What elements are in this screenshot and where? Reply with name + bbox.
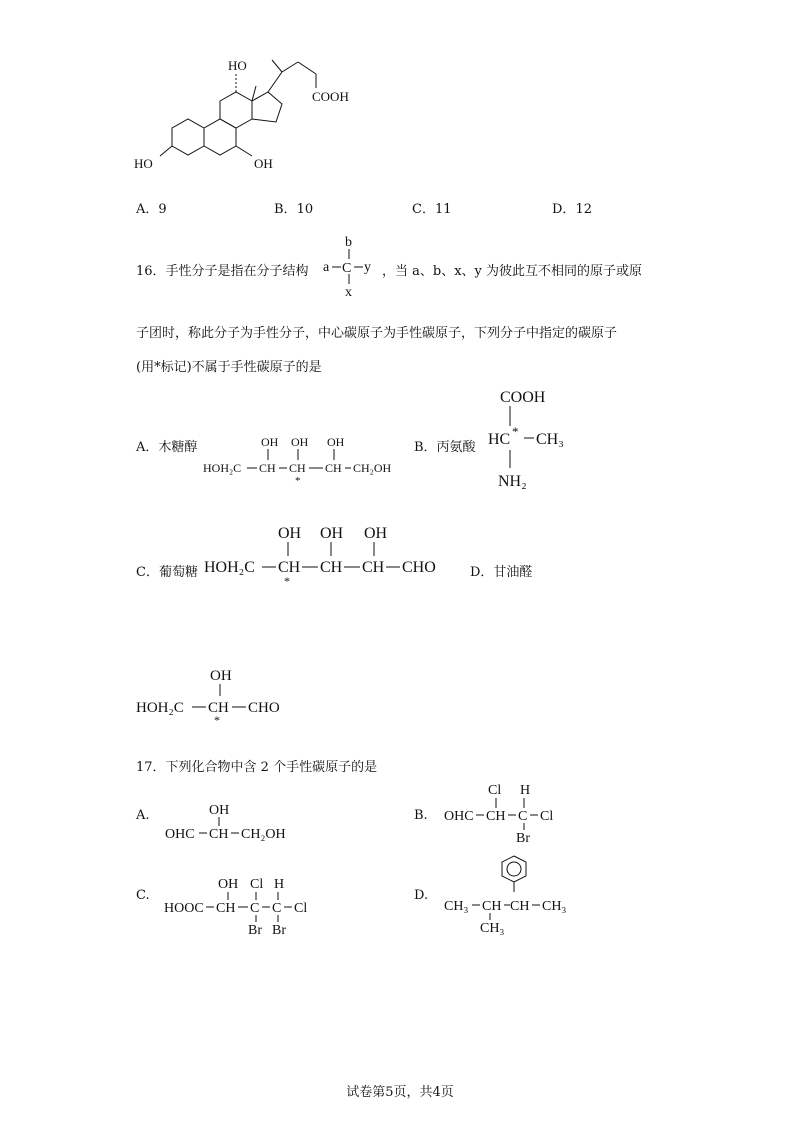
label-a: a xyxy=(323,260,330,275)
h-label: H xyxy=(274,877,285,892)
oh-label: OH xyxy=(209,803,230,818)
oh-left-label: HO xyxy=(134,156,153,171)
cl-label: Cl xyxy=(540,809,554,824)
q17-d-formula xyxy=(444,852,594,936)
ch-label: CH xyxy=(208,700,229,716)
oh-label: OH xyxy=(261,435,279,449)
cl-label: Cl xyxy=(250,877,264,892)
q17-option-b-letter[interactable]: B. xyxy=(414,808,428,823)
hoh2c-label: HOH₂C xyxy=(204,559,255,576)
glucose-formula xyxy=(204,522,444,586)
oh-label: OH xyxy=(291,435,309,449)
q16-option-a-label[interactable]: A．木糖醇 xyxy=(136,440,198,455)
nh2-label: NH₂ xyxy=(498,473,527,490)
q17-option-a-letter[interactable]: A. xyxy=(136,808,150,823)
oh-label: OH xyxy=(278,525,302,542)
q17-text: 下列化合物中含 2 个手性碳原子的是 xyxy=(165,760,378,775)
ch-label: CH xyxy=(325,461,342,475)
option-value: 12 xyxy=(575,202,592,217)
oh-label: OH xyxy=(210,668,232,684)
ch-label: CH xyxy=(289,461,306,475)
cooh-label: COOH xyxy=(312,89,349,104)
ch-label: CH xyxy=(362,559,385,576)
oh-label: OH xyxy=(218,877,239,892)
page-footer: 试卷第5页，共4页 xyxy=(346,1085,454,1100)
ohc-label: OHC xyxy=(165,827,195,842)
q15-option-b[interactable] xyxy=(274,198,313,217)
hc-label: HC xyxy=(488,431,511,448)
chiral-star: * xyxy=(512,424,519,439)
c-label: C xyxy=(250,901,260,916)
q16-option-d-label[interactable]: D．甘油醛 xyxy=(470,565,533,580)
q17-option-c-letter[interactable]: C. xyxy=(136,888,150,903)
chiral-star: * xyxy=(295,475,301,487)
steroid-structure xyxy=(120,50,380,180)
q16-option-b-label[interactable]: B．丙氨酸 xyxy=(414,440,476,455)
c-label: C xyxy=(518,809,528,824)
q16-text-after: ，当 a、b、x、y 为彼此互不相同的原子或原 xyxy=(382,264,643,279)
q17-c-formula xyxy=(164,874,334,938)
ch3-label: CH₃ xyxy=(542,899,567,914)
ch-label: CH xyxy=(259,461,276,475)
cooh-label: COOH xyxy=(500,389,546,406)
chiral-star: * xyxy=(214,713,220,727)
oh-top-label: HO xyxy=(228,58,247,73)
q17-a-formula xyxy=(165,800,305,844)
c-label: C xyxy=(272,901,282,916)
br-label: Br xyxy=(516,831,530,846)
q17-b-formula xyxy=(444,780,584,844)
cho-label: CHO xyxy=(402,559,436,576)
label-c: C xyxy=(342,261,352,276)
q15-option-a[interactable] xyxy=(136,198,167,217)
br-label: Br xyxy=(272,923,286,938)
option-letter: B． xyxy=(274,202,297,217)
ch-label: CH xyxy=(209,827,229,842)
q16-option-c-label[interactable]: C．葡萄糖 xyxy=(136,565,198,580)
label-x: x xyxy=(345,285,352,300)
ch-label: CH xyxy=(216,901,236,916)
chiral-general-structure xyxy=(320,234,380,298)
oh-label: OH xyxy=(320,525,344,542)
glyceraldehyde-formula xyxy=(136,664,296,727)
cl-label: Cl xyxy=(488,783,502,798)
ch2oh-label: CH₂OH xyxy=(241,827,286,842)
q17-option-d-letter[interactable]: D. xyxy=(414,888,429,903)
ch-label: CH xyxy=(510,899,530,914)
hoh2c-label: HOH₂C xyxy=(203,461,242,475)
br-label: Br xyxy=(248,923,262,938)
ohc-label: OHC xyxy=(444,809,474,824)
oh-label: OH xyxy=(364,525,388,542)
q16-line1 xyxy=(136,260,309,279)
ch3-label: CH₃ xyxy=(536,431,564,448)
option-letter: A． xyxy=(136,202,159,217)
xylitol-formula xyxy=(203,432,403,487)
ch-label: CH xyxy=(320,559,343,576)
hooc-label: HOOC xyxy=(164,901,204,916)
cl-label: Cl xyxy=(294,901,308,916)
cho-label: CHO xyxy=(248,700,280,716)
option-letter: C． xyxy=(412,202,435,217)
ch3-label: CH₃ xyxy=(480,921,505,936)
q17-line1 xyxy=(136,756,377,775)
ch3-label: CH₃ xyxy=(444,899,469,914)
q16-line3: (用*标记)不属于手性碳原子的是 xyxy=(136,360,322,375)
option-value: 11 xyxy=(434,202,452,217)
ch-label: CH xyxy=(482,899,502,914)
oh-bottom-label: OH xyxy=(254,156,273,171)
hoh2c-label: HOH₂C xyxy=(136,700,184,716)
chiral-star: * xyxy=(284,574,290,588)
ch-label: CH xyxy=(278,559,301,576)
q15-option-d[interactable] xyxy=(552,198,592,217)
ch2oh-label: CH₂OH xyxy=(353,461,392,475)
q16-line2: 子团时，称此分子为手性分子，中心碳原子为手性碳原子，下列分子中指定的碳原子 xyxy=(136,326,618,341)
question-number: 16． xyxy=(136,264,166,279)
label-y: y xyxy=(364,260,371,275)
q16-text-before: 手性分子是指在分子结构 xyxy=(165,264,309,279)
option-letter: D． xyxy=(552,202,576,217)
option-value: 10 xyxy=(296,202,314,217)
q15-option-c[interactable] xyxy=(412,198,452,217)
ch-label: CH xyxy=(486,809,506,824)
question-number: 17． xyxy=(136,760,166,775)
oh-label: OH xyxy=(327,435,345,449)
label-b: b xyxy=(345,235,352,250)
h-label: H xyxy=(520,783,531,798)
alanine-formula xyxy=(486,386,576,496)
option-value: 9 xyxy=(158,202,167,217)
